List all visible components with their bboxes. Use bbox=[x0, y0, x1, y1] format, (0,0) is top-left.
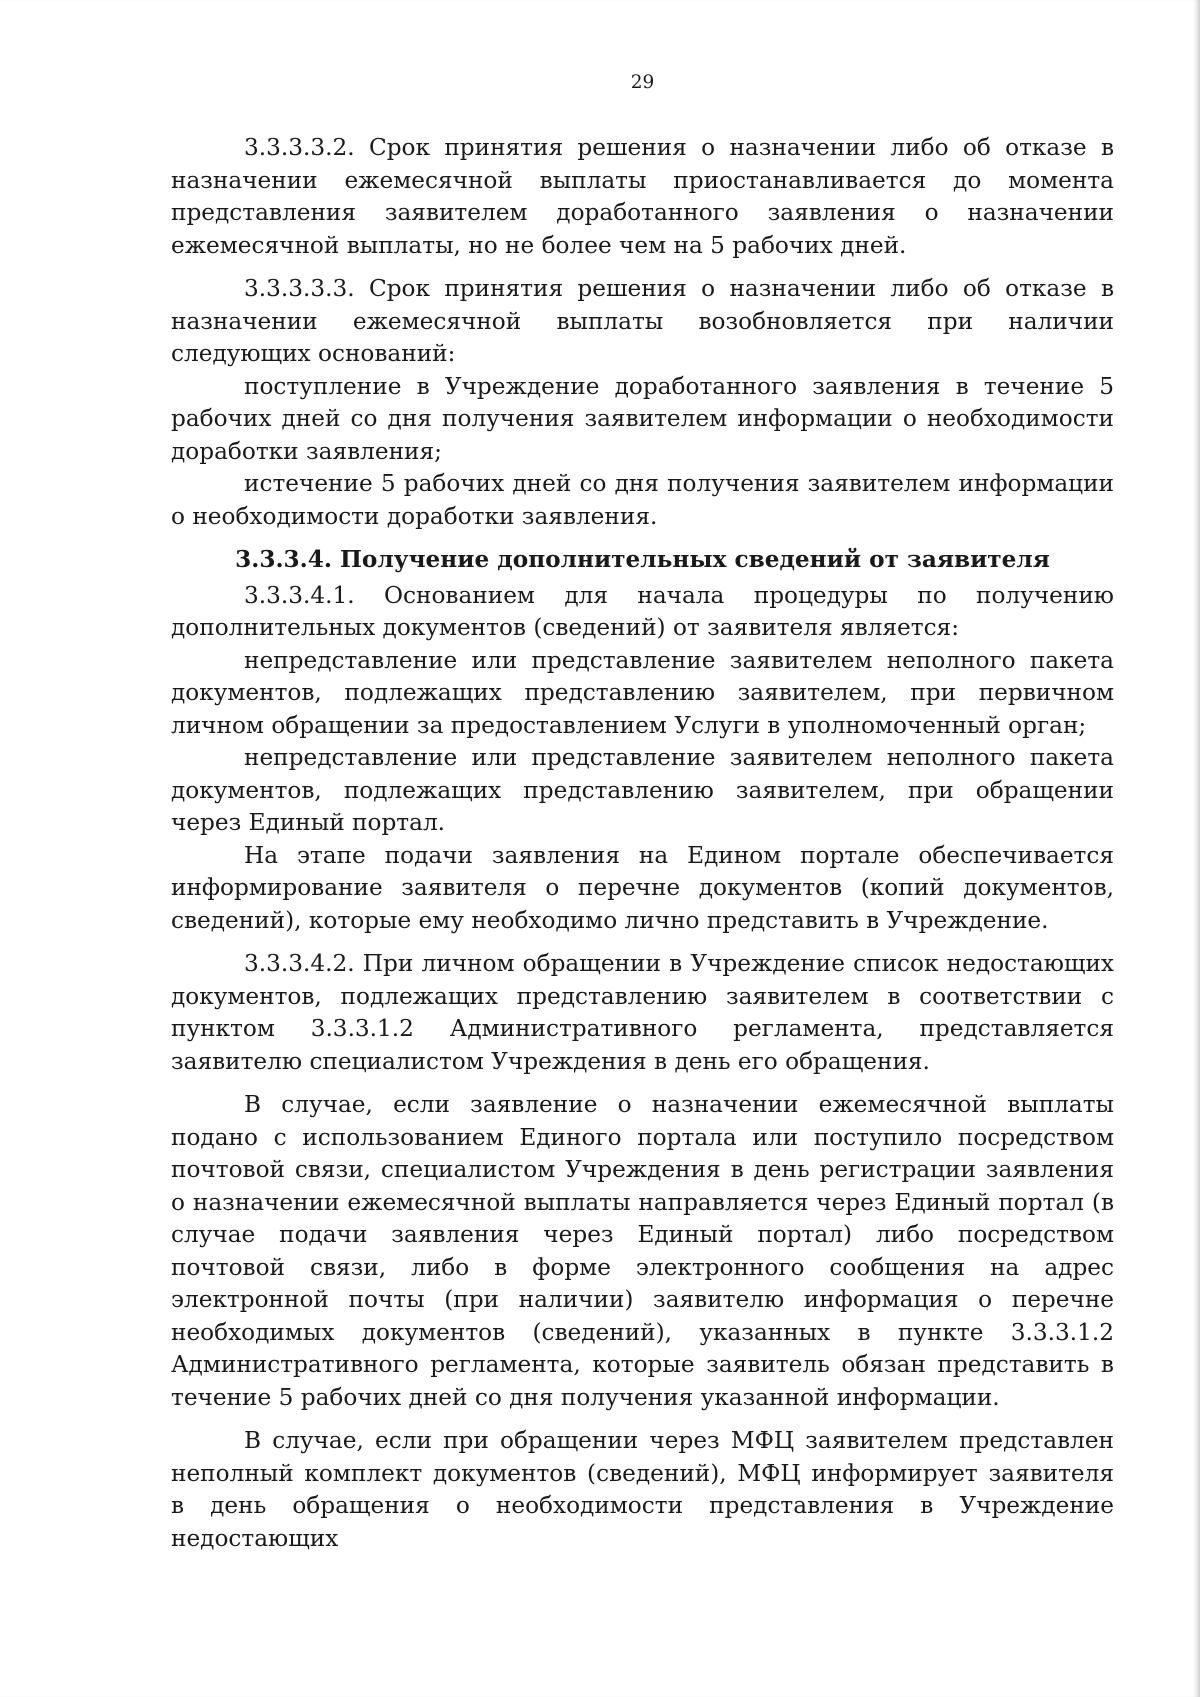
page-number: 29 bbox=[630, 72, 655, 93]
list-item-ground-2: непредставление или представление заявителем неполного пакета документов, подлежащих представлению заявителем, при обращении через Единый портал. bbox=[171, 744, 1114, 836]
paragraph-3-3-3-4-2: 3.3.3.4.2. При личном обращении в Учреждение список недостающих документов, подлежащих представлению заявителем в соответствии с пунктом 3.3.3.1.2 Административного регламента, представляется заявителю специалистом Учреждения в день его обращения. bbox=[171, 950, 1114, 1075]
paragraph-portal-info: На этапе подачи заявления на Едином портале обеспечивается информирование заявителя о перечне документов (копий документов, сведений), которые ему необходимо лично представить в Учреждение. bbox=[171, 841, 1114, 934]
document-body bbox=[171, 132, 1114, 1555]
list-item-condition-2: истечение 5 рабочих дней со дня получения заявителем информации о необходимости доработки заявления. bbox=[171, 470, 1114, 530]
paragraph-3-3-3-4-1: 3.3.3.4.1. Основанием для начала процедуры по получению дополнительных документов (сведений) от заявителя является: bbox=[171, 581, 1114, 641]
list-item-condition-1: поступление в Учреждение доработанного заявления в течение 5 рабочих дней со дня получения заявителем информации о необходимости доработки заявления; bbox=[171, 372, 1114, 465]
section-heading-3-3-3-4: 3.3.3.4. Получение дополнительных сведений от заявителя bbox=[235, 546, 1050, 573]
paragraph-3-3-3-3-2: 3.3.3.3.2. Срок принятия решения о назначении либо об отказе в назначении ежемесячной выплаты приостанавливается до момента представления заявителем доработанного заявления о назначении ежемесячной выплаты, но не более чем на 5 рабочих дней. bbox=[171, 134, 1114, 259]
paragraph-mfc: В случае, если при обращении через МФЦ заявителем представлен неполный комплект документов (сведений), МФЦ информирует заявителя в день обращения о необходимости представления в Учреждение недостающих bbox=[171, 1427, 1114, 1552]
paragraph-portal-or-mail: В случае, если заявление о назначении ежемесячной выплаты подано с использованием Единого портала или поступило посредством почтовой связи, специалистом Учреждения в день регистрации заявления о назначении ежемесячной выплаты направляется через Единый портал (в случае подачи заявления через Единый портал) либо посредством почтовой связи, либо в форме электронного сообщения на адрес электронной почты (при наличии) заявителю информация о перечне необходимых документов (сведений), указанных в пункте 3.3.3.1.2 Административного регламента, которые заявитель обязан представить в течение 5 рабочих дней со дня получения указанной информации. bbox=[171, 1091, 1114, 1411]
paragraph-3-3-3-3-3: 3.3.3.3.3. Срок принятия решения о назначении либо об отказе в назначении ежемесячной выплаты возобновляется при наличии следующих оснований: bbox=[171, 275, 1114, 367]
list-item-ground-1: непредставление или представление заявителем неполного пакета документов, подлежащих представлению заявителем, при первичном личном обращении за предоставлением Услуги в уполномоченный орган; bbox=[171, 646, 1114, 739]
